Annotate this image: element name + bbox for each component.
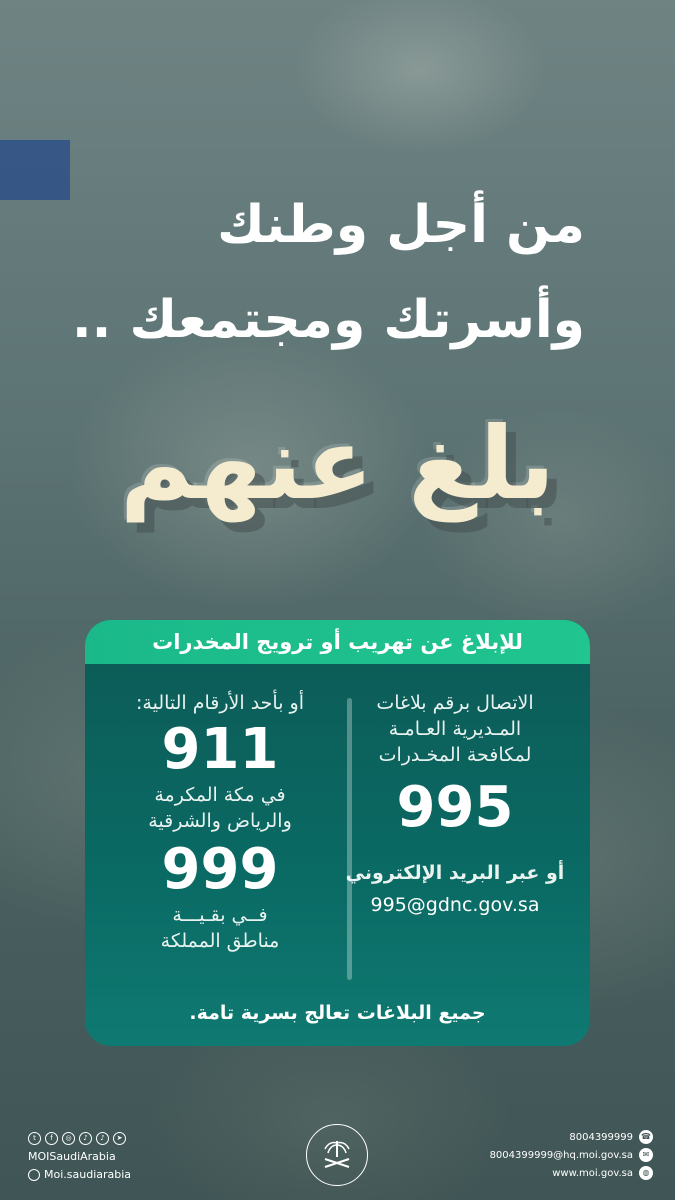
gdnc-line-2: المـديرية العـامـة [388,718,522,740]
region-2-line-2: مناطق المملكة [160,930,280,952]
snapchat-handle-row [28,1168,131,1181]
gdnc-contact-column [340,690,570,916]
region-1-line-1: في مكة المكرمة [154,784,286,806]
tiktok-icon: ♪ [96,1132,109,1145]
social-handle: MOISaudiArabia [28,1150,116,1163]
gdnc-line-3: لمكافحة المخـدرات [378,744,532,766]
other-numbers-column [105,690,335,954]
email-label: أو عبر البريد الإلكتروني [345,862,565,884]
footer-website-row [552,1166,653,1180]
mail-icon: ✉ [639,1148,653,1162]
background-detail [0,140,70,200]
phone-icon: ☎ [639,1130,653,1144]
footer [0,1120,675,1200]
gdnc-line-1: الاتصال برقم بلاغات [376,692,534,714]
headline-line-1: من أجل وطنك [217,195,585,255]
region-2-line-1: فــي بقـيـــة [172,904,268,926]
snapchat-icon [28,1169,40,1181]
facebook-icon: f [45,1132,58,1145]
globe-icon: ◍ [639,1166,653,1180]
panel-header: للإبلاغ عن تهريب أو ترويج المخدرات [85,620,590,664]
headline-line-2: وأسرتك ومجتمعك .. [71,290,585,350]
column-divider [347,698,352,980]
saudi-emblem-logo [306,1124,368,1186]
footer-email-row [490,1148,653,1162]
telegram-icon: ➤ [113,1132,126,1145]
number-999: 999 [161,837,279,902]
social-icons-row [28,1132,126,1145]
snapchat-handle: Moi.saudiarabia [44,1168,132,1181]
footer-phone: 8004399999 [569,1131,633,1143]
footer-email: 8004399999@hq.moi.gov.sa [489,1149,633,1161]
email-address: 995@gdnc.gov.sa [370,894,540,916]
call-to-action-title: بلغ عنهم [119,405,556,522]
gdnc-number: 995 [396,775,514,840]
footer-phone-row [569,1130,653,1144]
instagram-icon: ◎ [62,1132,75,1145]
twitter-icon: t [28,1132,41,1145]
footer-website: www.moi.gov.sa [552,1167,633,1179]
other-numbers-intro: أو بأحد الأرقام التالية: [136,692,304,714]
palm-swords-icon [317,1135,357,1175]
region-1-line-2: والرياض والشرقية [148,810,292,832]
report-info-panel [85,620,590,1046]
confidentiality-note: جميع البلاغات تعالج بسرية تامة. [189,1002,486,1024]
number-911: 911 [161,717,279,782]
tiktok-icon: ♪ [79,1132,92,1145]
